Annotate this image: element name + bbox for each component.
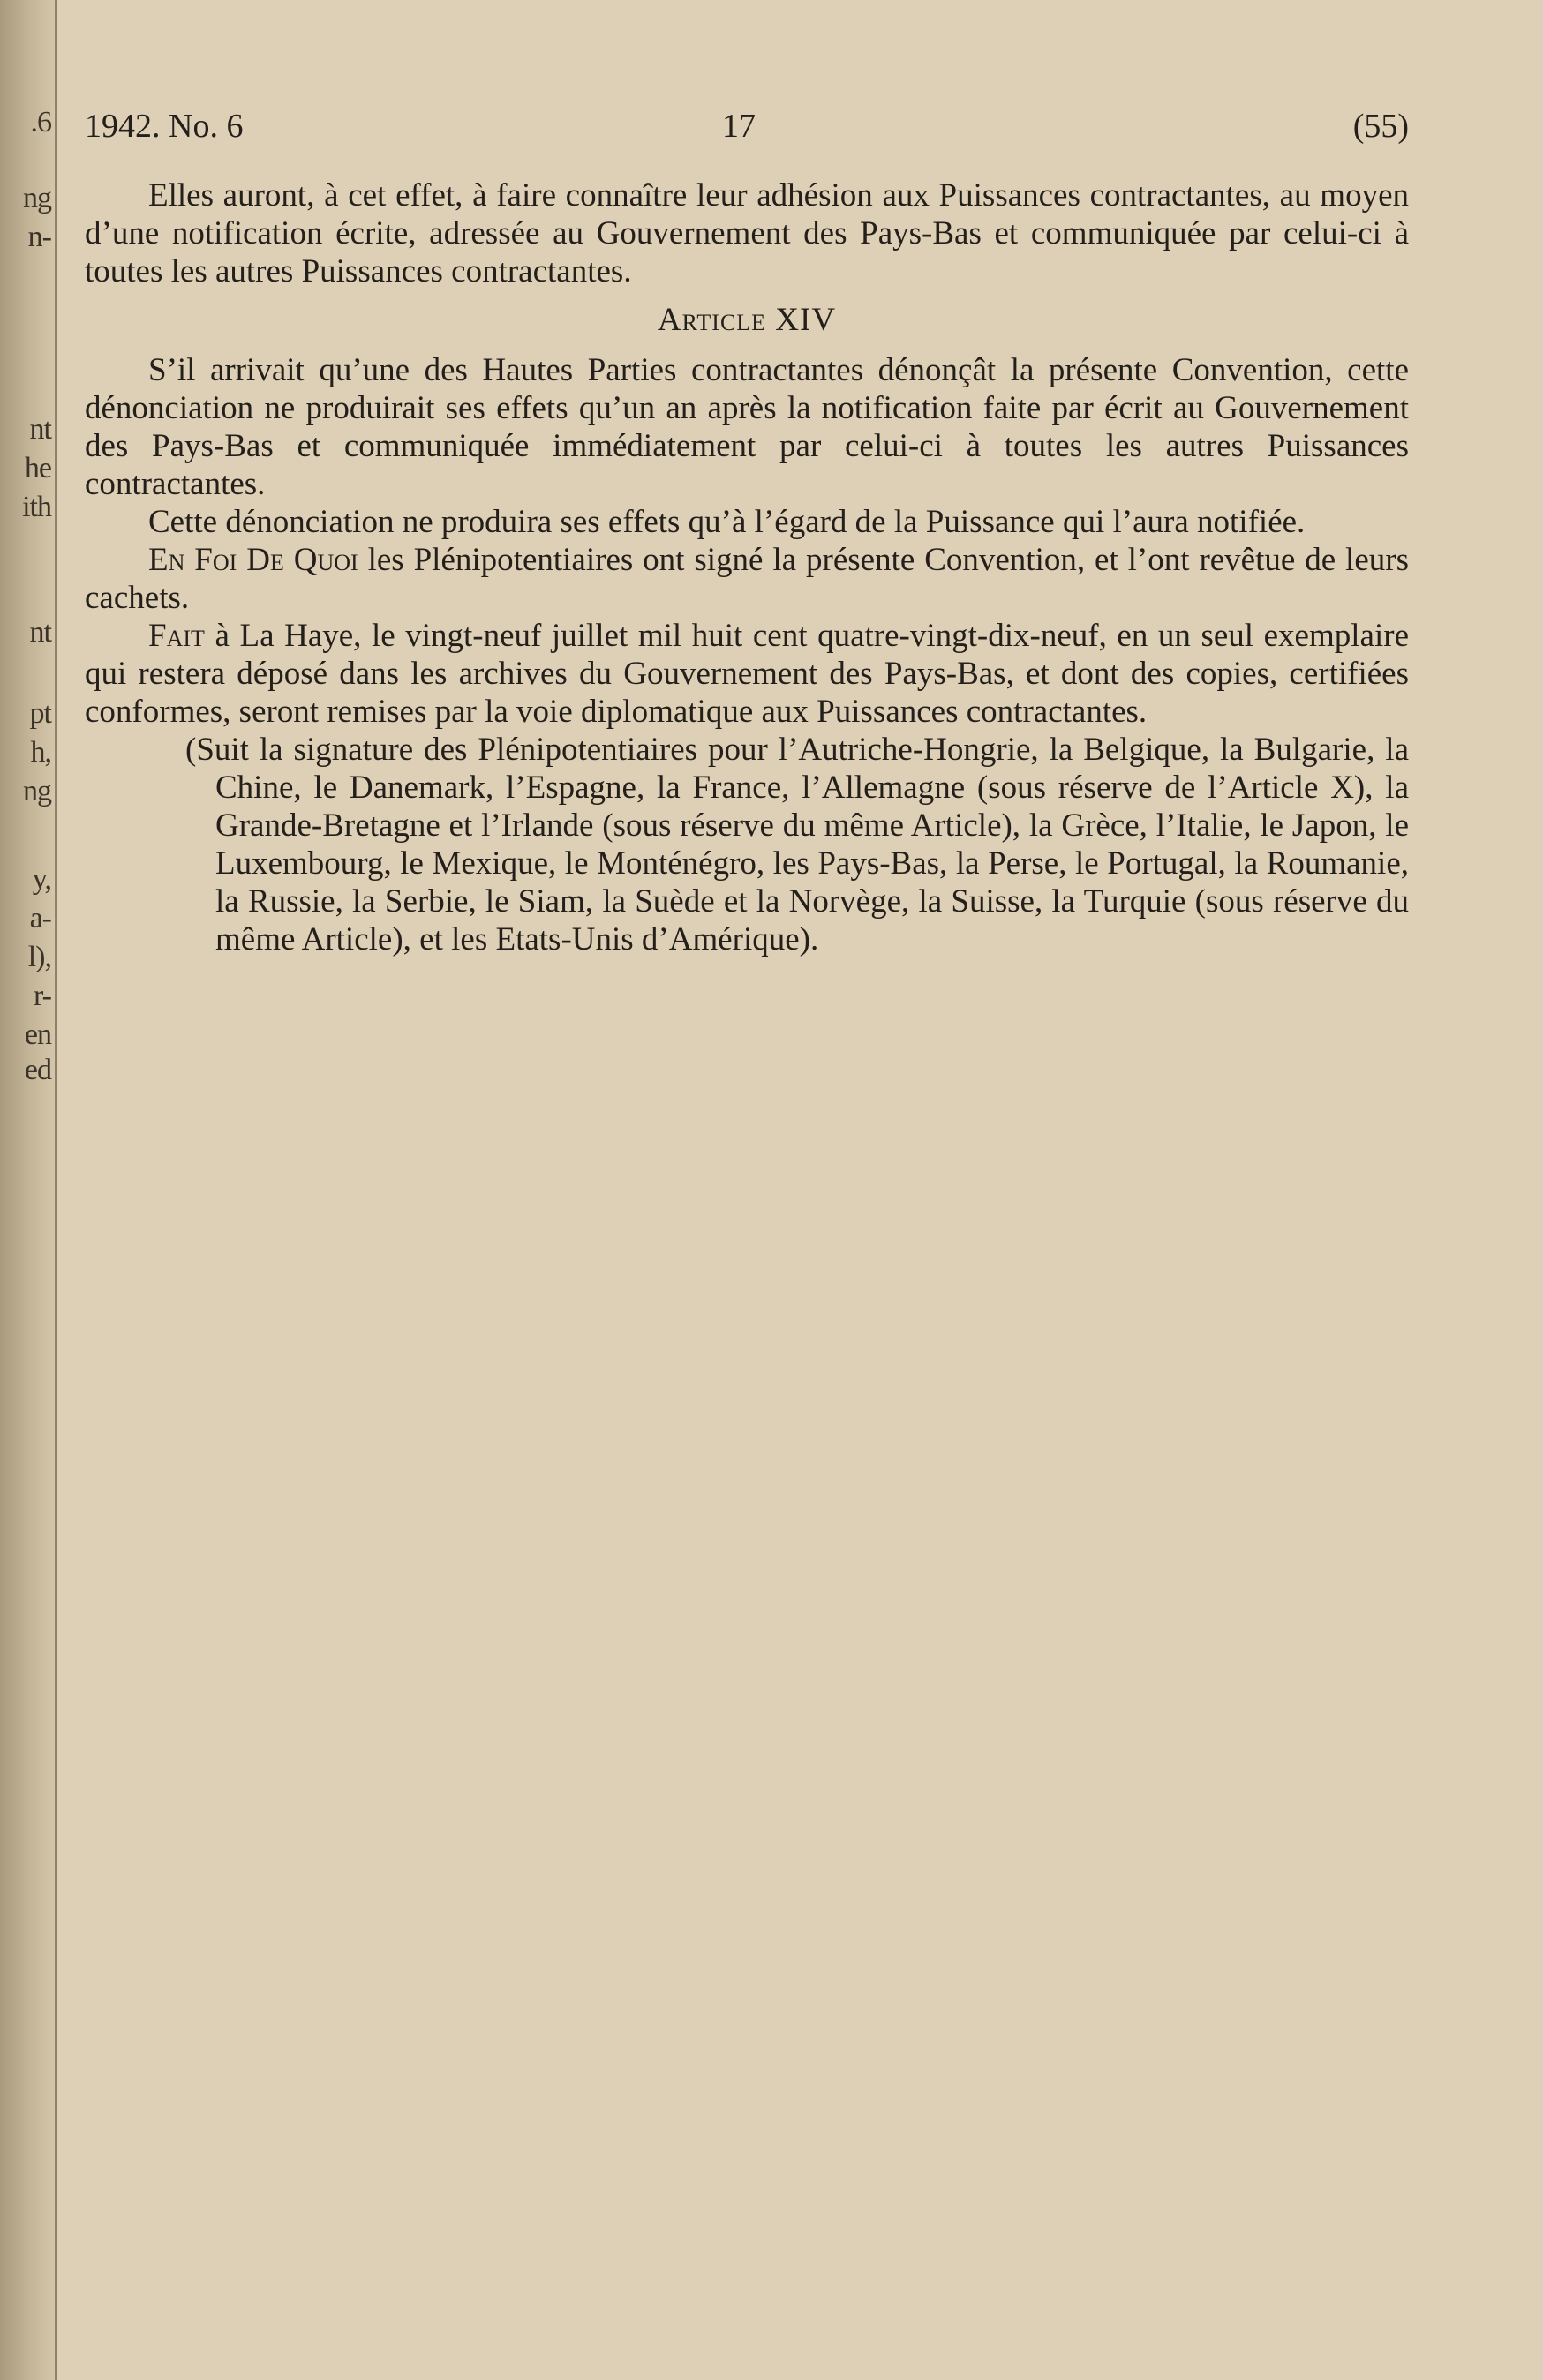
binding-gutter [0,0,55,2380]
margin-fragment: .6 [30,106,51,139]
paragraph-signature-clause [85,541,1409,617]
margin-fragment: he [24,452,51,484]
margin-fragment: pt [29,697,51,730]
margin-fragment: ng [23,775,51,807]
margin-fragment: ed [24,1054,51,1086]
gutter-shadow-line [55,0,57,2380]
article-heading: Article XIV [657,302,837,338]
running-head [85,104,1409,148]
margin-fragment: nt [29,616,51,649]
paragraph-done-at [85,617,1409,731]
document-number: 1942. No. 6 [85,108,244,145]
paragraph-denunciation: S’il arrivait qu’une des Hautes Parties contractantes dénonçât la présente Convention, cette dénonciation ne produirait ses effets qu’un an après la notification faite par écrit au Gouvernement des Pays-Bas et communiquée immédiatement par celui-ci à toutes les autres Puissances contractantes. [85,352,1409,502]
paragraph-effect: Cette dénonciation ne produira ses effets qu’à l’égard de la Puissance qui l’aura notifiée. [148,504,1306,540]
margin-fragment: a- [29,902,51,935]
margin-fragment: nt [29,413,51,446]
paragraph-text: à La Haye, le vingt-neuf juillet mil huit cent quatre-vingt-dix-neuf, en un seul exemplaire qui restera déposé dans les archives du Gouvernement des Pays-Bas, et dont des copies, certifiées conformes, seront remises par la voie diplomatique aux Puissances contractantes. [85,618,1409,730]
margin-fragment: h, [30,736,51,769]
margin-fragment: ng [23,182,51,214]
body-text [85,176,1409,958]
margin-fragment: ith [22,491,51,523]
lead-words: Fait [148,618,205,654]
margin-fragment: y, [32,863,51,896]
margin-fragment: r- [34,980,51,1012]
original-page-number: (55) [1352,108,1409,145]
paragraph-text: les Plénipotentiaires ont signé la présente Convention, et l’ont revêtue de leurs cachets. [85,542,1409,616]
margin-fragment: en [24,1018,51,1051]
margin-fragment: n- [27,221,51,253]
paragraph-signatories: (Suit la signature des Plénipotentiaires pour l’Autriche-Hongrie, la Belgique, la Bulgarie, la Chine, le Danemark, l’Espagne, la France, l’Allemagne (sous réserve de l’Article X), la Grande-Bretagne et l’Irlande (sous réserve du même Article), la Grèce, l’Italie, le Japon, le Luxembourg, le Mexique, le Monténégro, les Pays-Bas, la Perse, le Portugal, la Roumanie, la Russie, la Serbie, le Siam, la Suède et la Norvège, la Suisse, la Turquie (sous réserve du même Article), et les Etats-Unis d’Amérique). [185,732,1409,957]
page-number: 17 [722,108,756,145]
margin-fragment: l), [27,941,51,973]
paragraph-adhesion: Elles auront, à cet effet, à faire connaître leur adhésion aux Puissances contractantes, au moyen d’une notification écrite, adressée au Gouvernement des Pays-Bas et communiquée par celui-ci à toutes les autres Puissances contractantes. [85,177,1409,289]
lead-words: En Foi De Quoi [148,542,358,578]
